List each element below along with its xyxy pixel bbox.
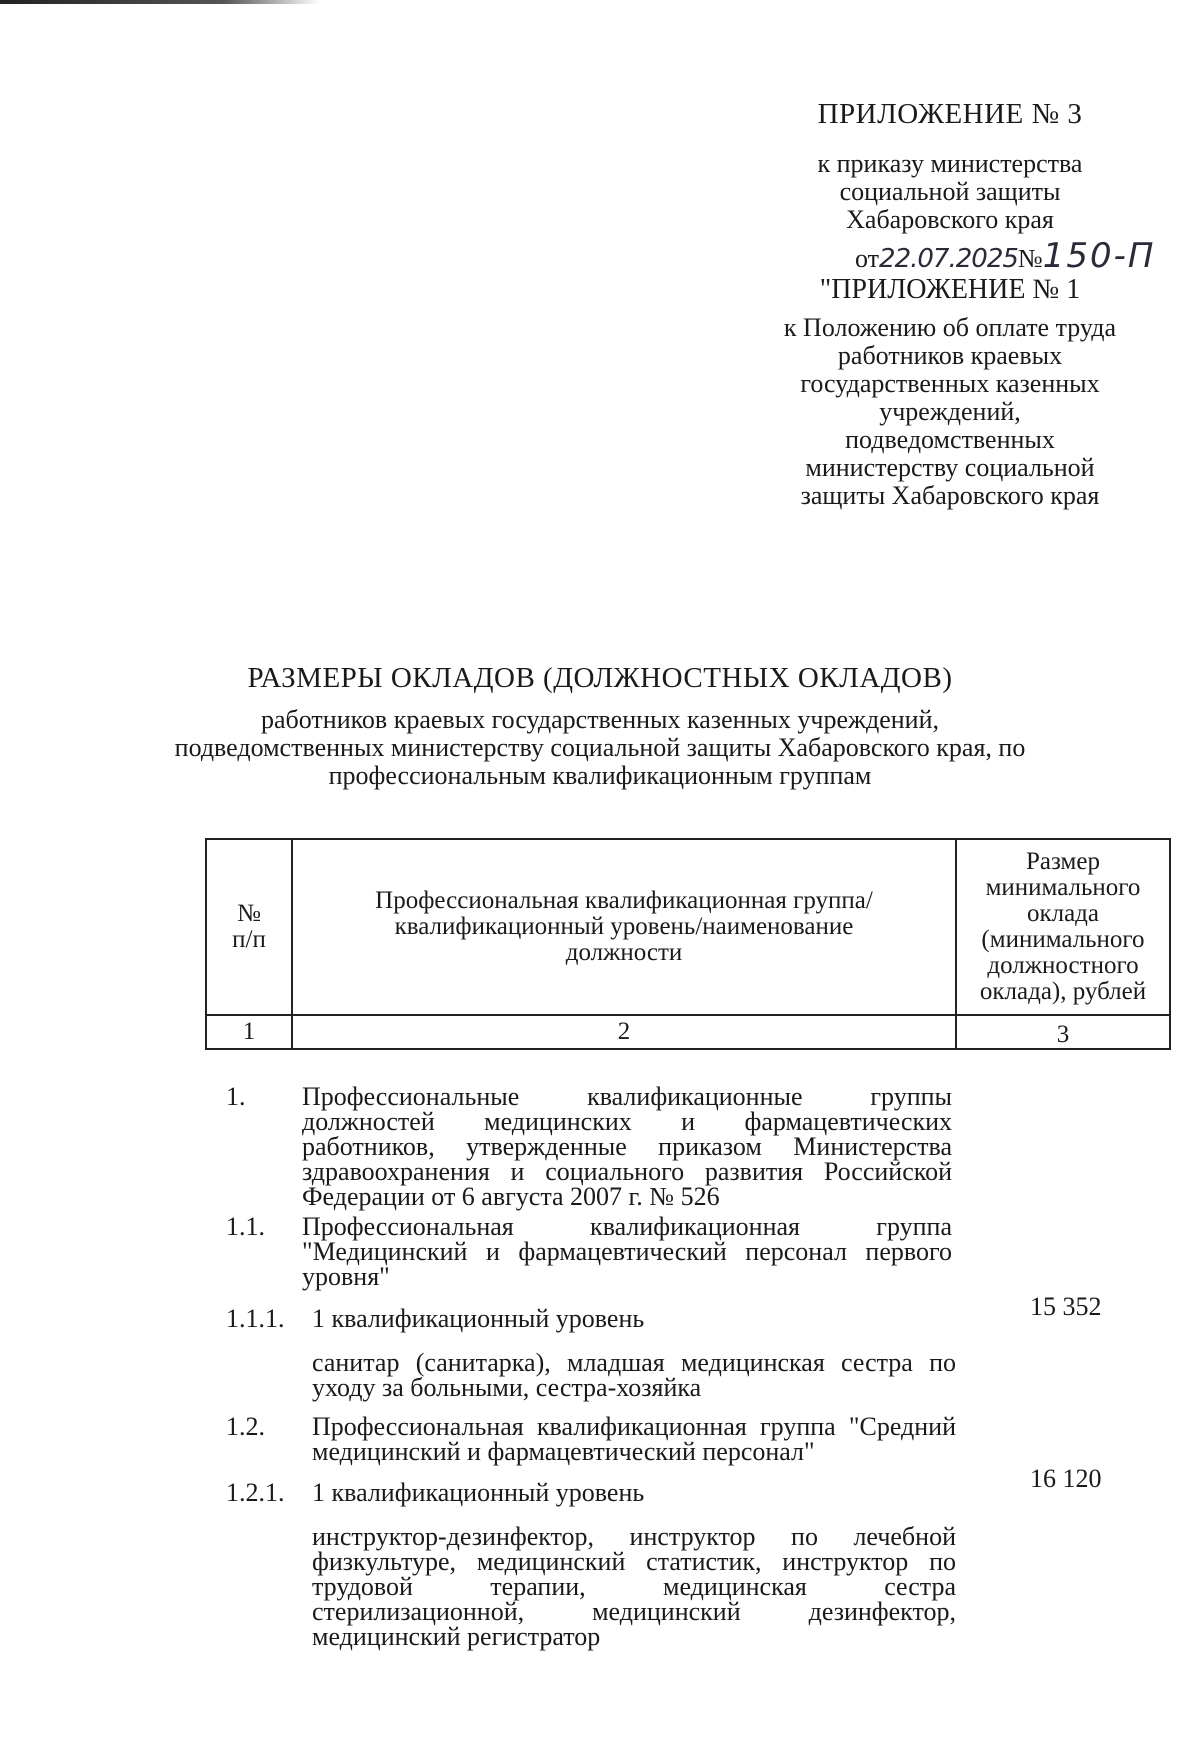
order-reference [750,150,1150,234]
order-date-handwritten: 22.07.2025 [879,244,1018,274]
salary-value: 15 352 [1030,1292,1102,1321]
salary-table-header [205,838,1171,1050]
regulation-reference-line: защиты Хабаровского края [800,481,1100,510]
order-number-sign: № [1017,244,1043,273]
order-reference-line: к приказу министерства [817,149,1083,178]
column-number-cell: 2 [292,1015,956,1049]
column-number-cell: 1 [206,1015,292,1049]
regulation-reference-line: министерству социальной [805,453,1095,482]
header-cell-salary: Размер минимального оклада (минимального должностного оклада), рублей [956,839,1170,1015]
document-title: РАЗМЕРЫ ОКЛАДОВ (ДОЛЖНОСТНЫХ ОКЛАДОВ) [247,662,953,694]
regulation-reference-line: работников краевых [837,341,1063,370]
salary-value: 16 120 [1030,1464,1102,1493]
header-cell-group: Профессиональная квалификационная группа/ квалификационный уровень/наименование должности [292,839,956,1015]
order-date-number [855,236,1155,276]
order-prefix: от [855,244,880,273]
subtitle-line: профессиональным квалификационным группам [328,761,872,790]
row-text: Профессиональные квалификационные группы должностей медицинских и фармацевтических работников, утвержденные приказом Министерства здравоохранения и социального развития Российской Федерации от 6 августа 2007 г. № 526 [302,1082,952,1211]
column-number-cell: 3 [956,1015,1170,1049]
row-number: 1.2.1. [226,1478,285,1507]
appendix-title: ПРИЛОЖЕНИЕ № 3 [817,98,1083,130]
regulation-reference [740,314,1160,510]
appendix1-title: "ПРИЛОЖЕНИЕ № 1 [819,274,1081,305]
regulation-reference-line: подведомственных [845,425,1055,454]
subtitle-line: подведомственных министерству социальной защиты Хабаровского края, по [174,733,1026,762]
header-cell-number: № п/п [206,839,292,1015]
row-text: санитар (санитарка), младшая медицинская сестра по уходу за больными, сестра-хозяйка [312,1348,956,1402]
regulation-reference-line: к Положению об оплате труда [783,313,1117,342]
column-number-row [206,1015,1170,1049]
row-number: 1.1.1. [226,1304,285,1333]
row-text: Профессиональная квалификационная группа "Средний медицинский и фармацевтический персонал" [312,1412,956,1466]
row-text: Профессиональная квалификационная группа "Медицинский и фармацевтический персонал первого уровня" [302,1212,952,1291]
order-reference-line: Хабаровского края [846,205,1054,234]
document-subtitle [160,706,1040,790]
row-number: 1. [226,1082,246,1111]
row-number: 1.1. [226,1212,265,1241]
row-text: 1 квалификационный уровень [312,1478,645,1507]
row-text: 1 квалификационный уровень [312,1304,645,1333]
table-header-row [206,839,1170,1015]
order-number-handwritten: 150-П [1042,236,1156,276]
regulation-reference-line: государственных казенных [800,369,1100,398]
row-text: инструктор-дезинфектор, инструктор по лечебной физкультуре, медицинский статистик, инструктор по трудовой терапии, медицинская сестра стерилизационной, медицинский дезинфектор, медицинский регистратор [312,1522,956,1651]
row-number: 1.2. [226,1412,265,1441]
regulation-reference-line: учреждений, [879,397,1021,426]
subtitle-line: работников краевых государственных казенных учреждений, [261,705,939,734]
order-reference-line: социальной защиты [839,177,1061,206]
